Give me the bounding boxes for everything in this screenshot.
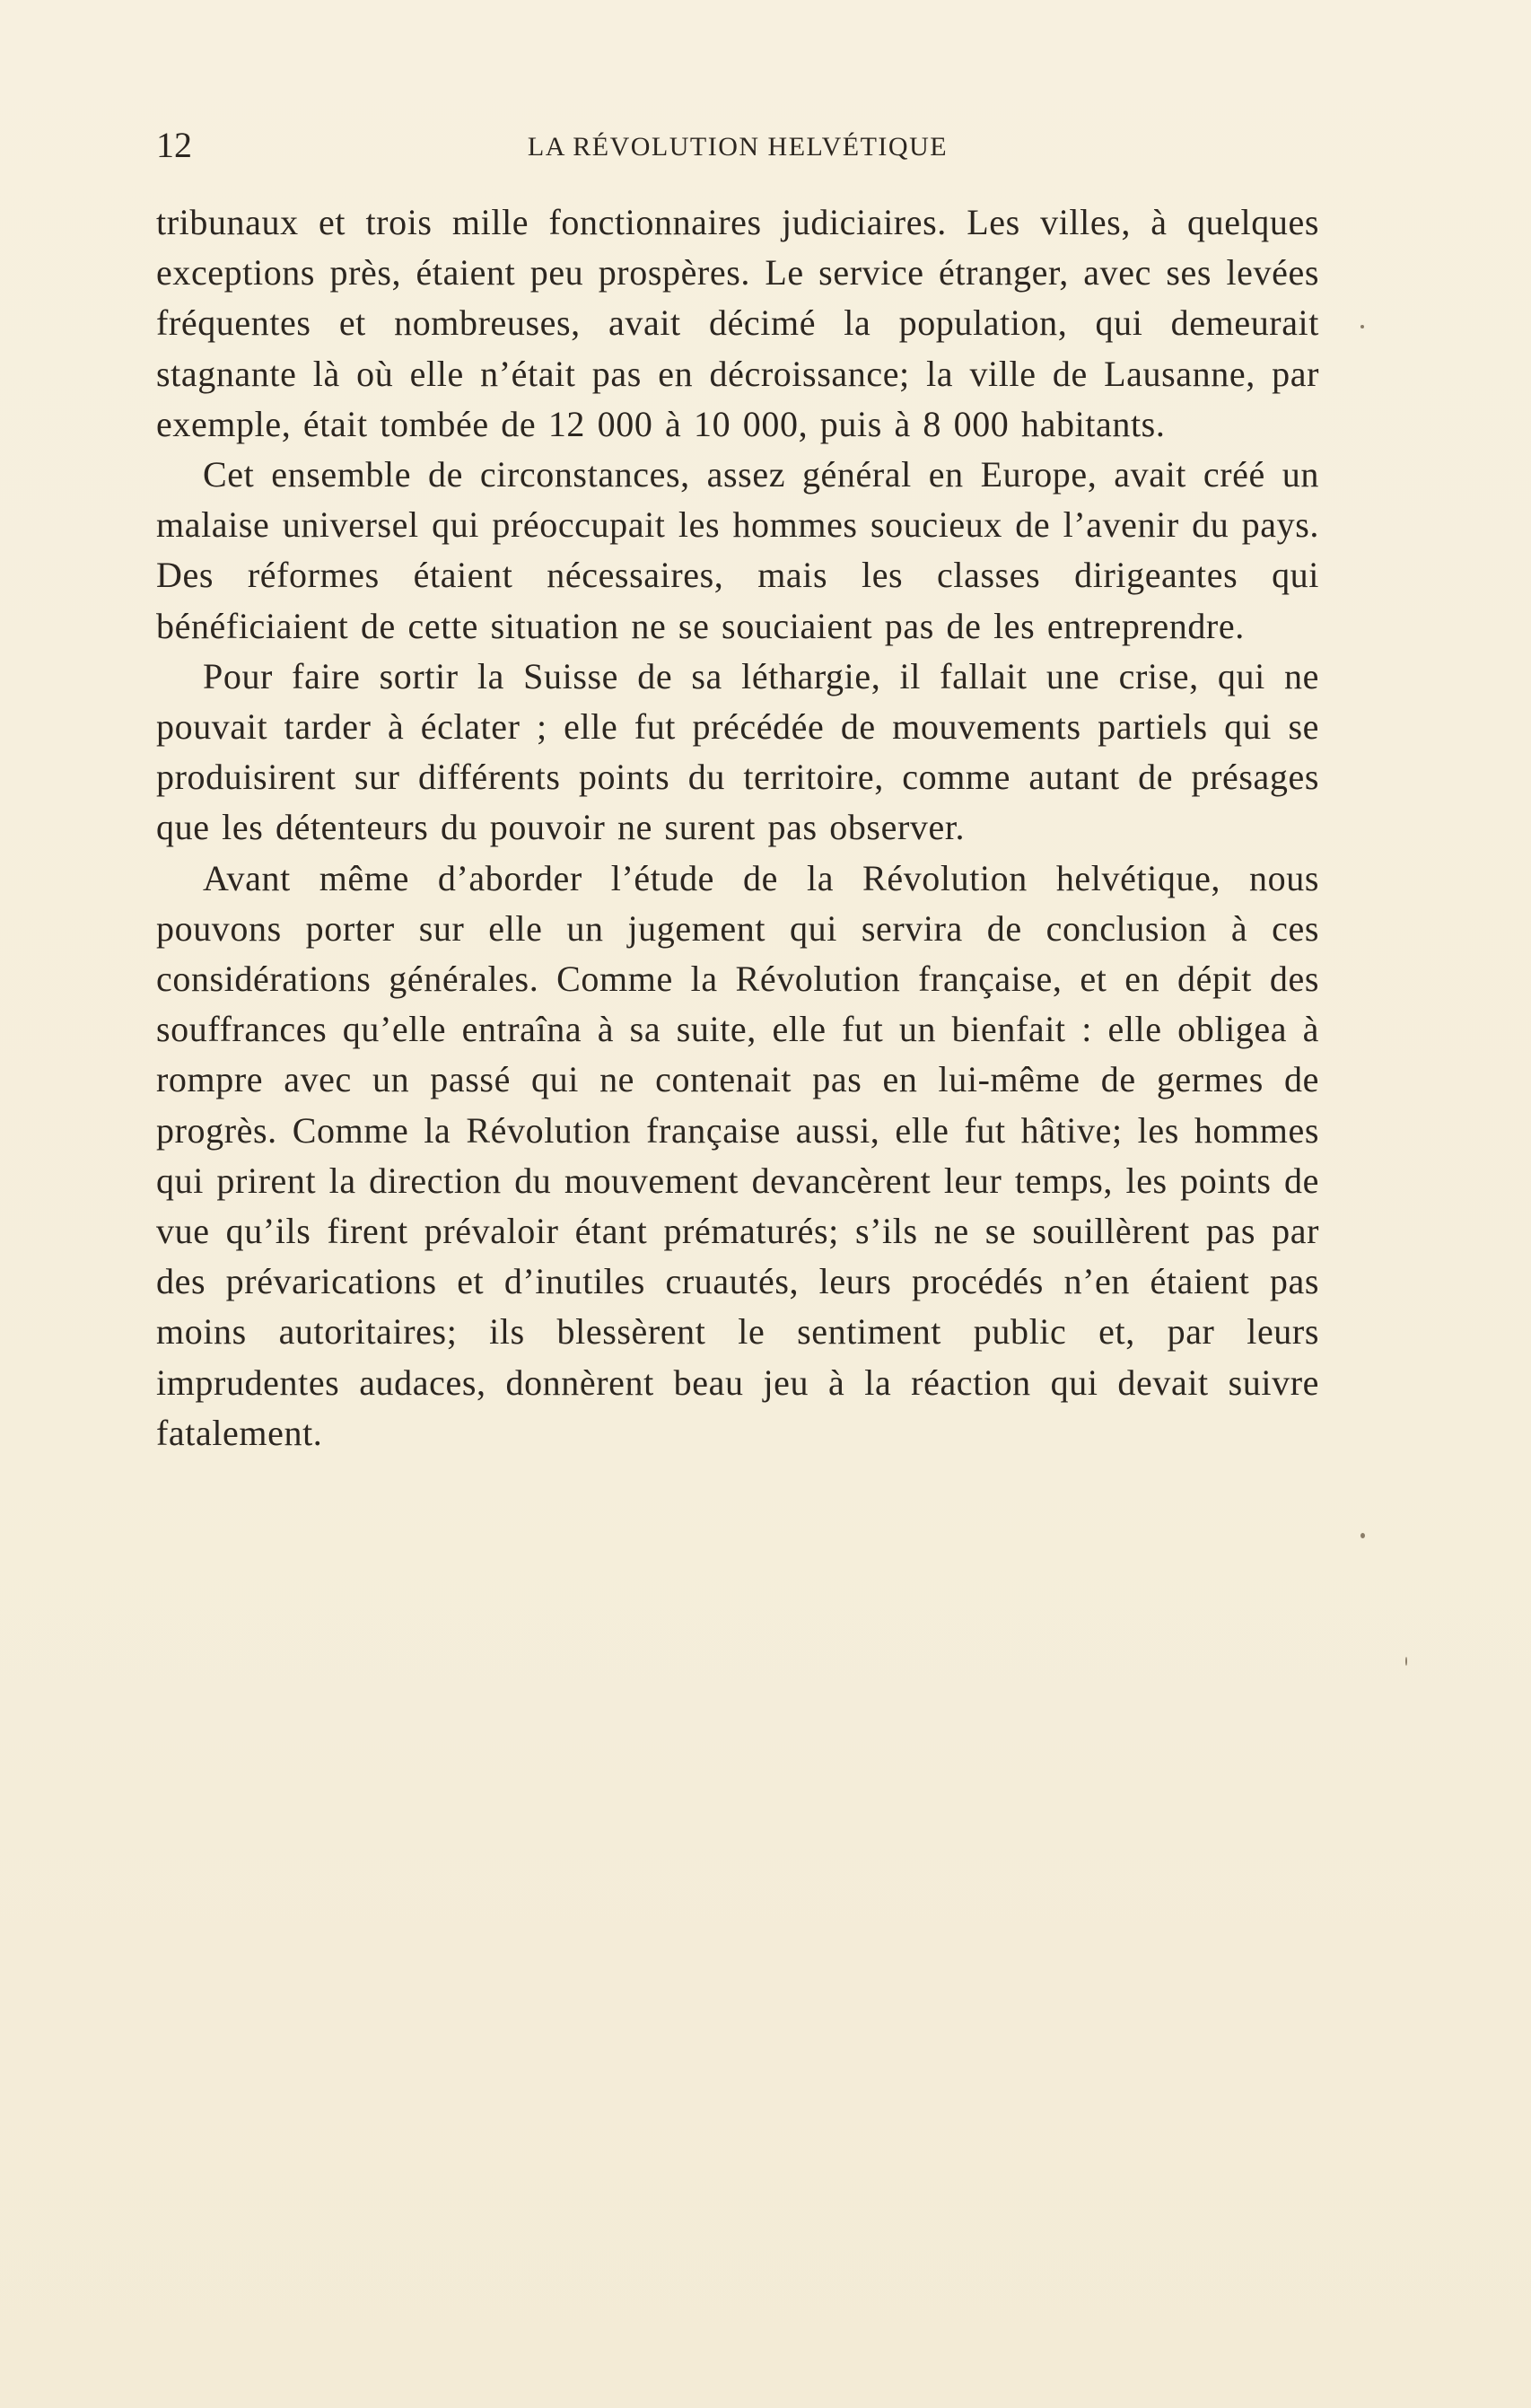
margin-speck bbox=[1360, 325, 1364, 328]
margin-speck bbox=[1360, 1533, 1365, 1538]
margin-speck bbox=[1405, 1657, 1407, 1666]
paragraph-1: tribunaux et trois mille fonctionnaires judiciaires. Les villes, à quelques exceptions près, étaient peu prospères. Le service étranger, avec ses levées fréquentes et nombreuses, avait décimé la population, qui demeurait stagnante là où elle n’était pas en décroissance; la ville de Lausanne, par exemple, était tombée de 12 000 à 10 000, puis à 8 000 habitants. bbox=[156, 202, 1319, 444]
page-number: 12 bbox=[156, 125, 192, 165]
paragraph-2: Cet ensemble de circonstances, assez général en Europe, avait créé un malaise universel qui préoccupait les hommes soucieux de l’avenir du pays. Des réformes étaient nécessaires, mais les classes dirigeantes qui bénéficiaient de cette situation ne se souciaient pas de les entreprendre. bbox=[156, 454, 1319, 646]
paragraph-3: Pour faire sortir la Suisse de sa léthargie, il fallait une crise, qui ne pouvait tarder à éclater ; elle fut précédée de mouvements partiels qui se produisirent sur différents points du territoire, comme autant de présages que les détenteurs du pouvoir ne surent pas observer. bbox=[156, 655, 1319, 848]
page-header bbox=[156, 120, 1319, 171]
body-text bbox=[156, 197, 1319, 1458]
paragraph-4: Avant même d’aborder l’étude de la Révolution helvétique, nous pouvons porter sur elle un jugement qui servira de conclusion à ces considérations générales. Comme la Révolution française, et en dépit des souffrances qu’elle entraîna à sa suite, elle fut un bienfait : elle obligea à rompre avec un passé qui ne contenait pas en lui-même de germes de progrès. Comme la Révolution française aussi, elle fut hâtive; les hommes qui prirent la direction du mouvement devancèrent leur temps, les points de vue qu’ils firent prévaloir étant prématurés; s’ils ne se souillèrent pas par des prévarications et d’inutiles cruautés, leurs procédés n’en étaient pas moins autoritaires; ils blessèrent le sentiment public et, par leurs imprudentes audaces, donnèrent beau jeu à la réaction qui devait suivre fatalement. bbox=[156, 857, 1319, 1453]
running-title: LA RÉVOLUTION HELVÉTIQUE bbox=[527, 132, 949, 162]
